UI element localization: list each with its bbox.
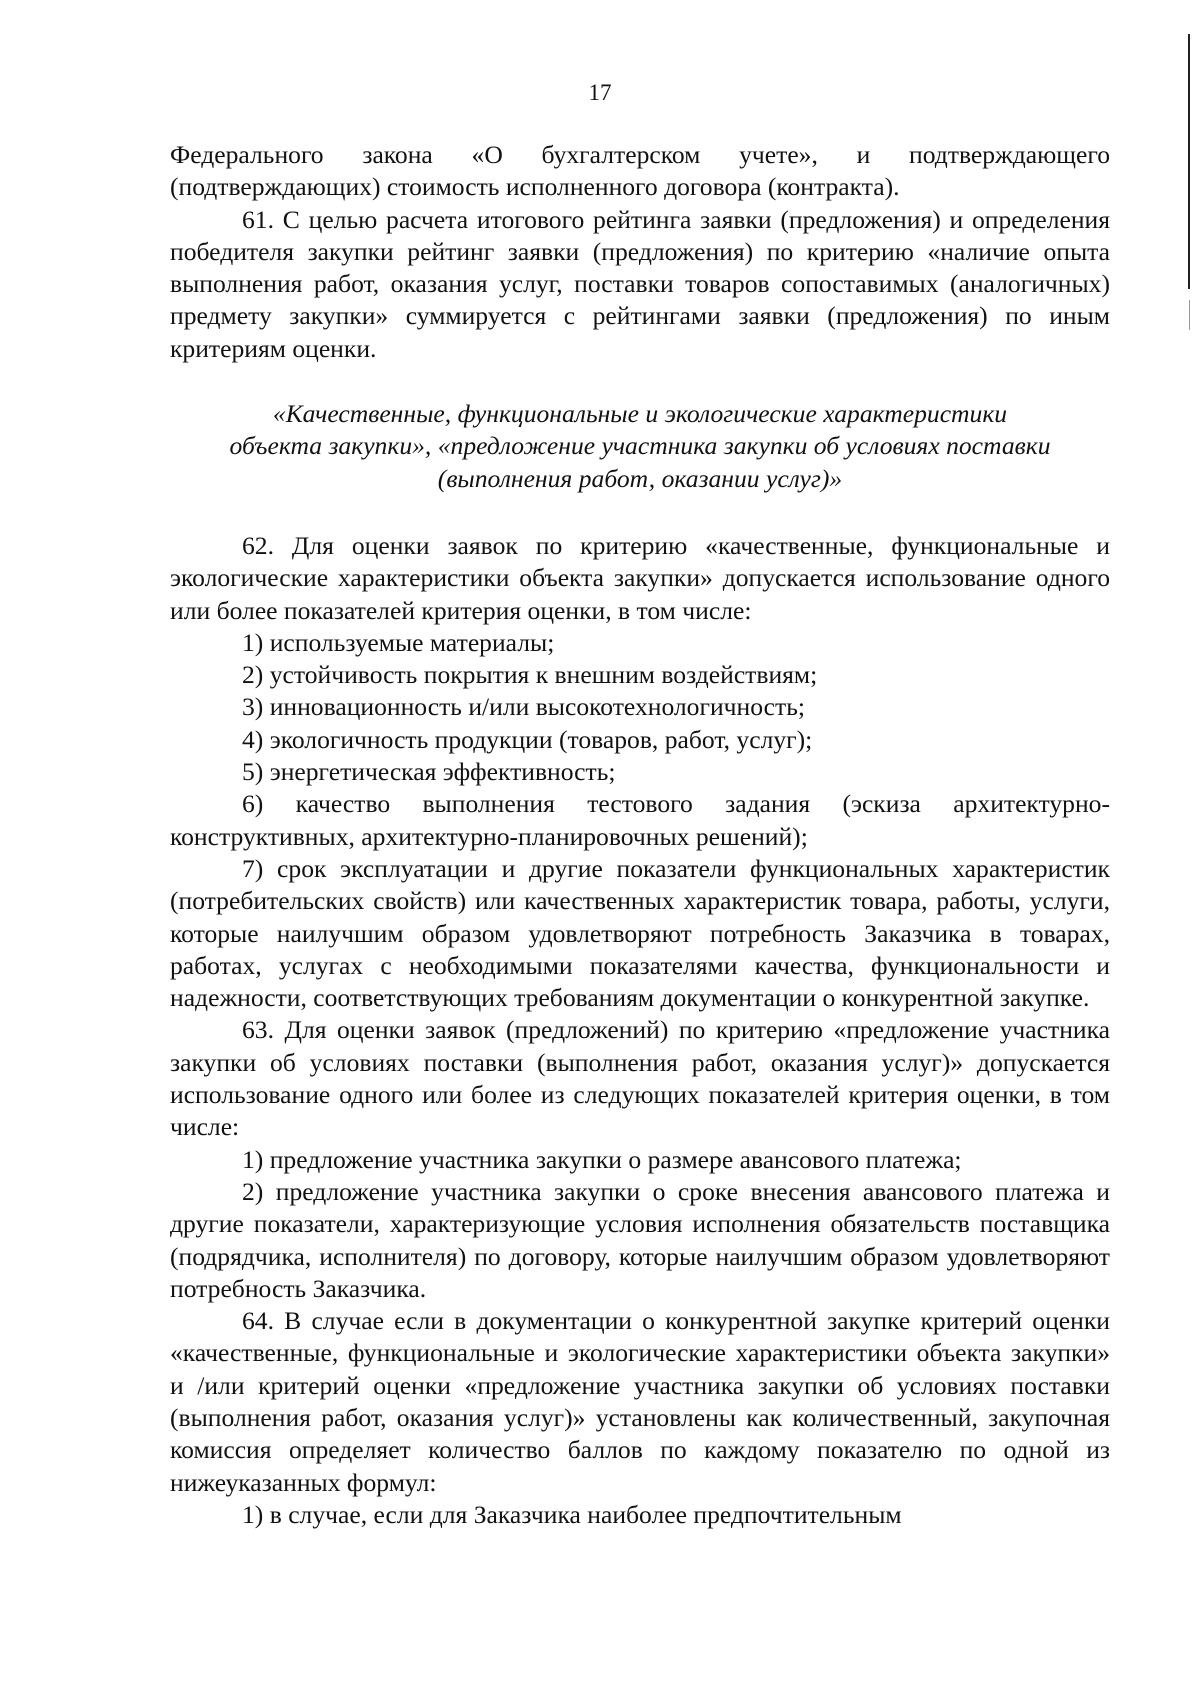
list-item: 1) в случае, если для Заказчика наиболее предпочтительным: [242, 1499, 902, 1529]
list-item: 7) срок эксплуатации и другие показатели функциональных характеристик (потребительских свойств) или качественных характеристик товара, работы, услуги, которые наилучшим образом удовлетворяют потребность Заказчика в товарах, работах, услугах с необходимыми показателями качества, функциональности и надежности, соответствующих требованиям документации о конкурентной закупке.: [170, 853, 1110, 1013]
list-item: 1) предложение участника закупки о размере авансового платежа;: [242, 1144, 962, 1174]
section-heading-line: (выполнения работ, оказании услуг)»: [437, 463, 843, 493]
list-item: 4) экологичность продукции (товаров, работ, услуг);: [242, 724, 813, 754]
page-number: 17: [588, 80, 612, 105]
list-item: 6) качество выполнения тестового задания (эскиза архитектурно-конструктивных, архитектурно-планировочных решений);: [170, 789, 1110, 851]
section-heading: [170, 398, 1110, 495]
paragraph-61: 61. С целью расчета итогового рейтинга заявки (предложения) и определения победителя закупки рейтинг заявки (предложения) по критерию «наличие опыта выполнения работ, оказания услуг, поставки товаров сопоставимых (аналогичных) предмету закупки» суммируется с рейтингами заявки (предложения) по иным критериям оценки.: [170, 204, 1110, 363]
list-item: 1) используемые материалы;: [242, 627, 555, 657]
paragraph-64: 64. В случае если в документации о конкурентной закупке критерий оценки «качественные, функциональные и экологические характеристики объекта закупки» и /или критерий оценки «предложение участника закупки об условиях поставки (выполнения работ, оказания услуг)» установлены как количественный, закупочная комиссия определяет количество баллов по каждому показателю по одной из нижеуказанных формул:: [170, 1306, 1110, 1497]
list-item: 5) энергетическая эффективность;: [242, 757, 616, 787]
section-heading-line: «Качественные, функциональные и экологические характеристики: [272, 399, 1008, 429]
list-item: 2) устойчивость покрытия к внешним воздействиям;: [242, 660, 818, 690]
list-item: 3) инновационность и/или высокотехнологичность;: [242, 692, 805, 722]
list-item: 2) предложение участника закупки о сроке внесения авансового платежа и другие показатели, характеризующие условия исполнения обязательств поставщика (подрядчика, исполнителя) по договору, которые наилучшим образом удовлетворяют потребность Заказчика.: [170, 1176, 1110, 1303]
paragraph-63: 63. Для оценки заявок (предложений) по критерию «предложение участника закупки об условиях поставки (выполнения работ, оказания услуг)» допускается использование одного или более из следующих показателей критерия оценки, в том числе:: [170, 1015, 1110, 1142]
scan-edge-line: [1188, 34, 1190, 289]
scan-edge-mark: [1189, 300, 1190, 330]
paragraph-62: 62. Для оценки заявок по критерию «качественные, функциональные и экологические характеристики объекта закупки» допускается использование одного или более показателей критерия оценки, в том числе:: [170, 530, 1110, 625]
document-body: [170, 139, 1110, 1531]
section-heading-line: объекта закупки», «предложение участника закупки об условиях поставки: [229, 431, 1051, 461]
continuation-paragraph: Федерального закона «О бухгалтерском учете», и подтверждающего (подтверждающих) стоимость исполненного договора (контракта).: [170, 140, 1110, 202]
